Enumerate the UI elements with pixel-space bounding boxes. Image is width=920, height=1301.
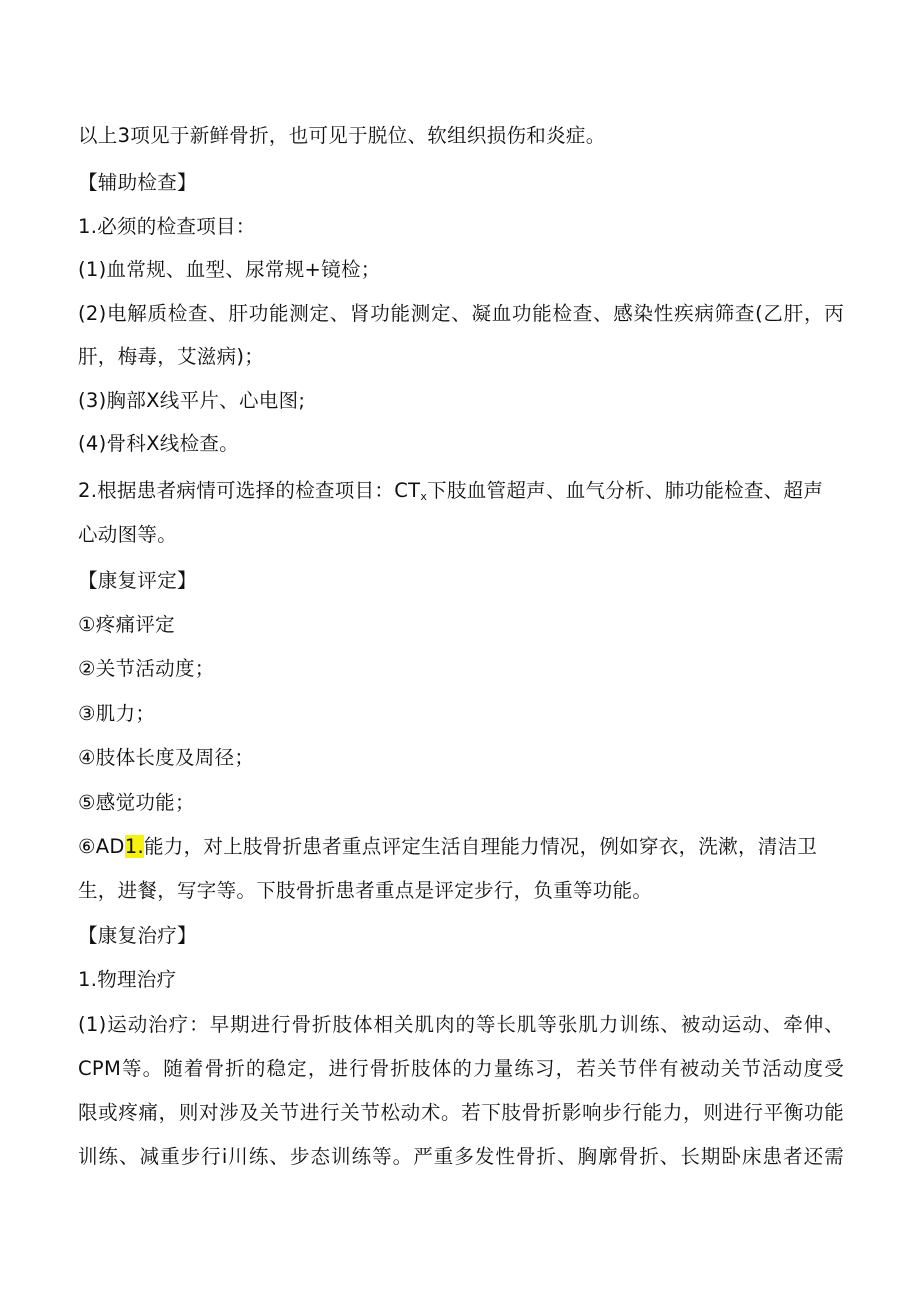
text-line: (1)血常规、血型、尿常规+镜检； [78,258,381,281]
text-segment: 2.根据患者病情可选择的检查项目：CT [78,479,421,502]
text-line: CPM等。随着骨折的稳定，进行骨折肢体的力量练习，若关节伴有被动关节活动度受 [78,1057,844,1080]
text-line: 1.物理治疗 [78,968,177,991]
text-line: (3)胸部X线平片、心电图; [78,389,306,412]
list-item: ⑤感觉功能； [78,791,195,814]
text-line: 1.必须的检查项目： [78,215,256,238]
list-item: ③肌力； [78,702,156,725]
text-line: (2)电解质检查、肝功能测定、肾功能测定、凝血功能检查、感染性疾病筛查(乙肝，丙 [78,302,844,325]
list-item: ②关节活动度； [78,657,215,680]
text-line: 生，进餐，写字等。下肢骨折患者重点是评定步行，负重等功能。 [78,879,653,902]
section-heading-rehab-assessment: 【康复评定】 [78,569,197,592]
text-line: (4)骨科X线检查。 [78,432,239,455]
text-segment: ⑥AD [78,835,125,858]
text-line [78,477,880,511]
text-line: 限或疼痛，则对涉及关节进行关节松动术。若下肢骨折影响步行能力，则进行平衡功能 [78,1101,844,1124]
text-line: 肝，梅毒，艾滋病)； [78,345,265,368]
text-segment: 下肢血管超声、血气分析、肺功能检查、超声 [427,479,824,502]
list-item: ①疼痛评定 [78,613,175,636]
list-item [78,833,880,861]
section-heading-rehab-treatment: 【康复治疗】 [78,924,197,947]
highlighted-text: 1. [124,835,144,858]
subscript: x [420,490,428,503]
list-item: ④肢体长度及周径； [78,746,255,769]
text-line: 以上3项见于新鲜骨折，也可见于脱位、软组织损伤和炎症。 [78,124,606,147]
text-line: (1)运动治疗：早期进行骨折肢体相关肌肉的等长肌等张肌力训练、被动运动、牵伸、 [78,1013,844,1036]
text-segment: 能力，对上肢骨折患者重点评定生活自理能力情况，例如穿衣，洗漱，清洁卫 [143,835,818,858]
text-line: 训练、减重步行i川练、步态训练等。严重多发性骨折、胸廓骨折、长期卧床患者还需 [78,1145,844,1168]
section-heading-auxiliary-exam: 【辅助检查】 [78,171,197,194]
text-line: 心动图等。 [78,523,178,546]
